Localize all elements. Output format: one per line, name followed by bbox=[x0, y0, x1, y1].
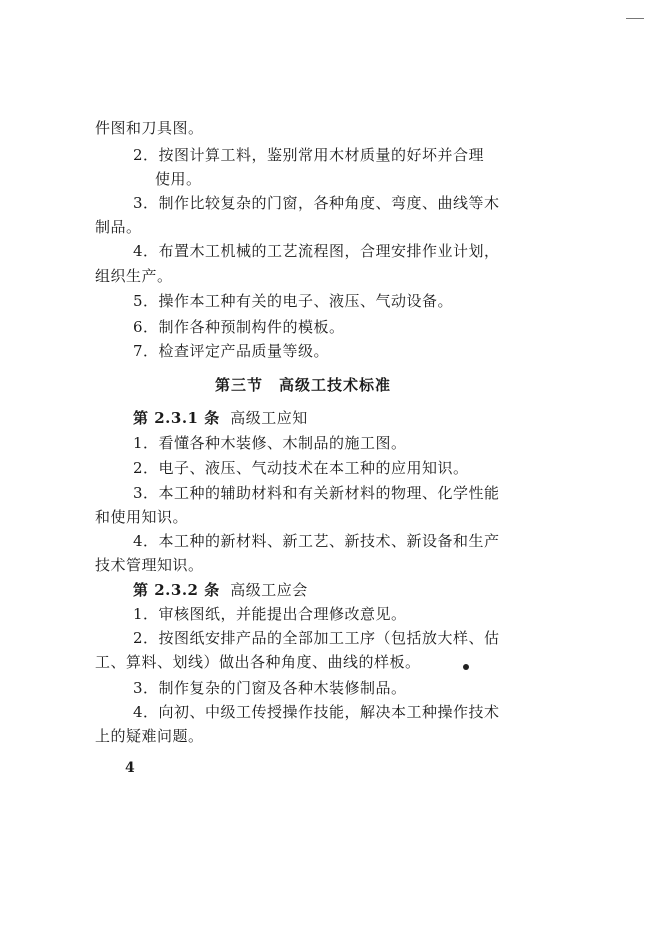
text-line: 1．看懂各种木装修、木制品的施工图。 bbox=[133, 434, 407, 452]
text-line: 工、算料、划线）做出各种角度、曲线的样板。 bbox=[95, 653, 421, 671]
page-number: 4 bbox=[125, 760, 136, 776]
text-line: 2．按图纸安排产品的全部加工工序（包括放大样、估 bbox=[133, 629, 500, 647]
article-number: 第 2.3.2 条 bbox=[133, 581, 220, 599]
text-line: 3．制作复杂的门窗及各种木装修制品。 bbox=[133, 679, 407, 697]
text-line: 3．本工种的辅助材料和有关新材料的物理、化学性能 bbox=[133, 484, 500, 502]
text-line: 技术管理知识。 bbox=[95, 556, 204, 574]
text-line: 6．制作各种预制构件的模板。 bbox=[133, 318, 345, 336]
text-line: 7．检查评定产品质量等级。 bbox=[133, 342, 330, 360]
text-line: 2．按图计算工料，鉴别常用木材质量的好坏并合理 bbox=[133, 146, 485, 164]
article-heading bbox=[133, 580, 308, 600]
text-line: 组织生产。 bbox=[95, 267, 173, 285]
text-line: 和使用知识。 bbox=[95, 508, 189, 526]
article-title: 高级工应知 bbox=[230, 409, 308, 427]
text-line: 件图和刀具图。 bbox=[95, 119, 204, 137]
text-line: 1．审核图纸，并能提出合理修改意见。 bbox=[133, 605, 407, 623]
text-line: 4．向初、中级工传授操作技能，解决本工种操作技术 bbox=[133, 703, 500, 721]
article-title: 高级工应会 bbox=[230, 581, 308, 599]
article-number: 第 2.3.1 条 bbox=[133, 409, 220, 427]
ink-speck bbox=[463, 664, 469, 670]
text-line: 使用。 bbox=[155, 170, 202, 188]
text-line: 上的疑难问题。 bbox=[95, 727, 204, 745]
text-line: 4．布置木工机械的工艺流程图，合理安排作业计划， bbox=[133, 242, 500, 260]
text-line: 5．操作本工种有关的电子、液压、气动设备。 bbox=[133, 292, 454, 310]
text-line: 3．制作比较复杂的门窗，各种角度、弯度、曲线等木 bbox=[133, 194, 500, 212]
text-line: 4．本工种的新材料、新工艺、新技术、新设备和生产 bbox=[133, 532, 500, 550]
article-heading bbox=[133, 408, 308, 428]
text-line: 2．电子、液压、气动技术在本工种的应用知识。 bbox=[133, 459, 469, 477]
text-line: 制品。 bbox=[95, 218, 142, 236]
section-heading: 第三节 高级工技术标准 bbox=[215, 376, 392, 394]
scan-edge-mark bbox=[626, 18, 644, 19]
